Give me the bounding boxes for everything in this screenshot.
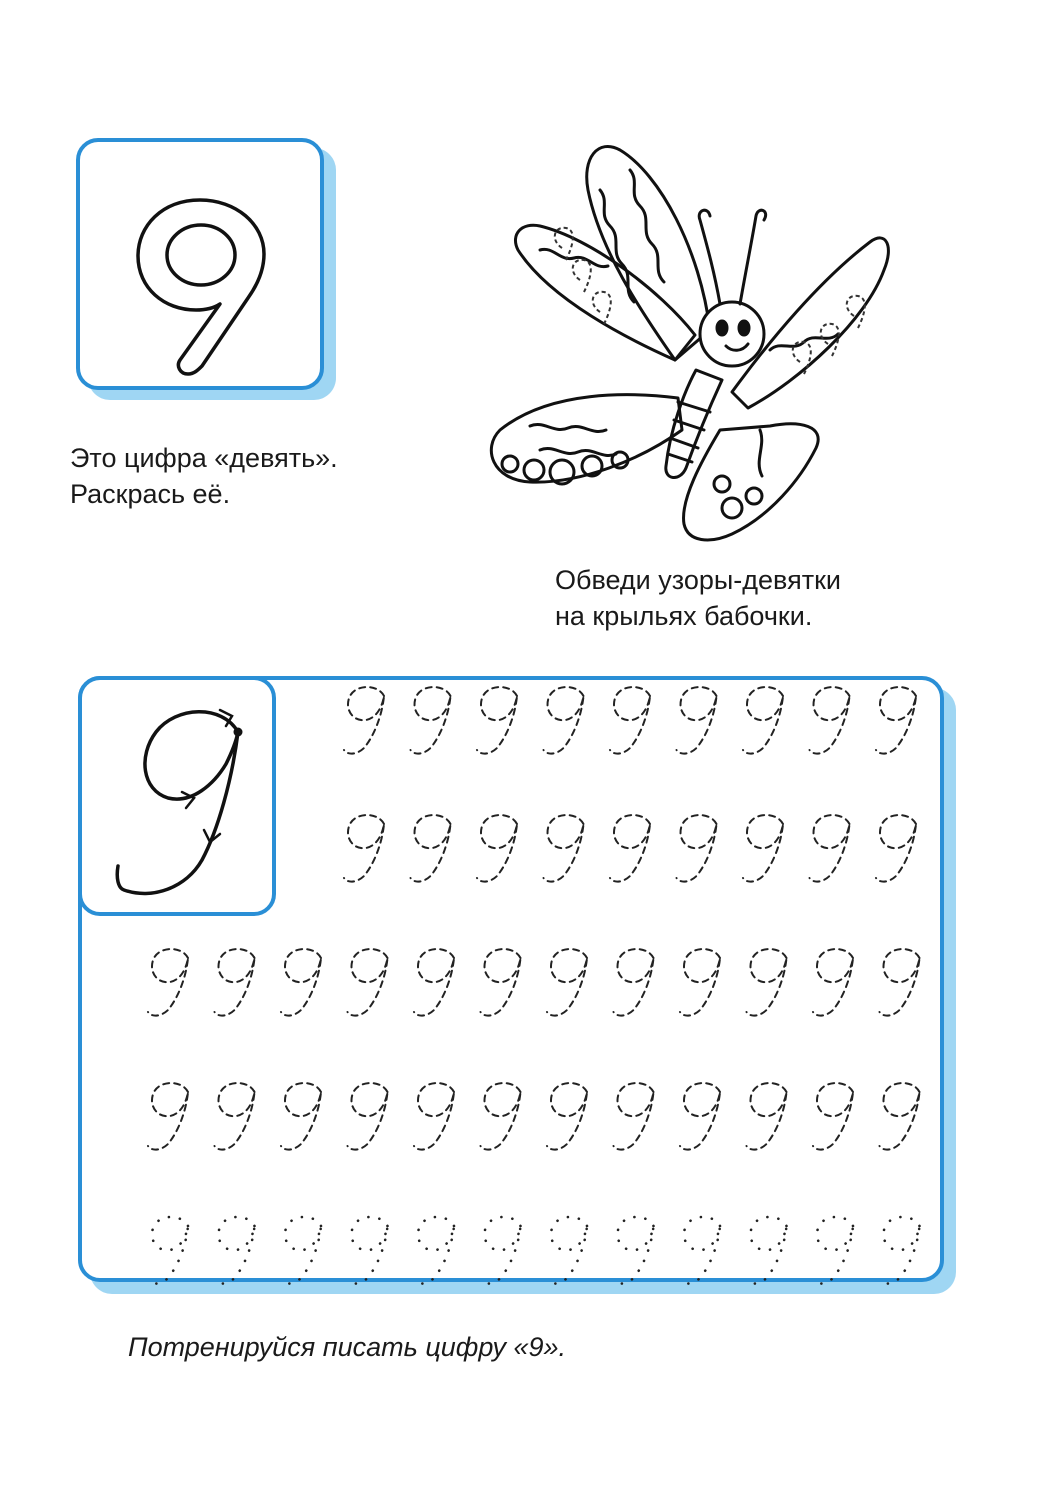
intro-line-1: Это цифра «девять». xyxy=(70,443,338,473)
butterfly-task-caption xyxy=(555,562,841,634)
practice-instruction: Потренируйся писать цифру «9». xyxy=(128,1332,566,1362)
butterfly-task-line-1: Обведи узоры-девятки xyxy=(555,565,841,595)
butterfly-task-line-2: на крыльях бабочки. xyxy=(555,601,813,631)
sample-digit-box xyxy=(78,676,276,916)
intro-caption xyxy=(70,440,338,512)
butterfly-illustration[interactable] xyxy=(470,130,890,550)
digit-outline-card xyxy=(76,138,324,390)
handwriting-sample-nine xyxy=(82,680,272,912)
outlined-nine-digit[interactable] xyxy=(80,142,320,386)
intro-line-2: Раскрась её. xyxy=(70,479,231,509)
